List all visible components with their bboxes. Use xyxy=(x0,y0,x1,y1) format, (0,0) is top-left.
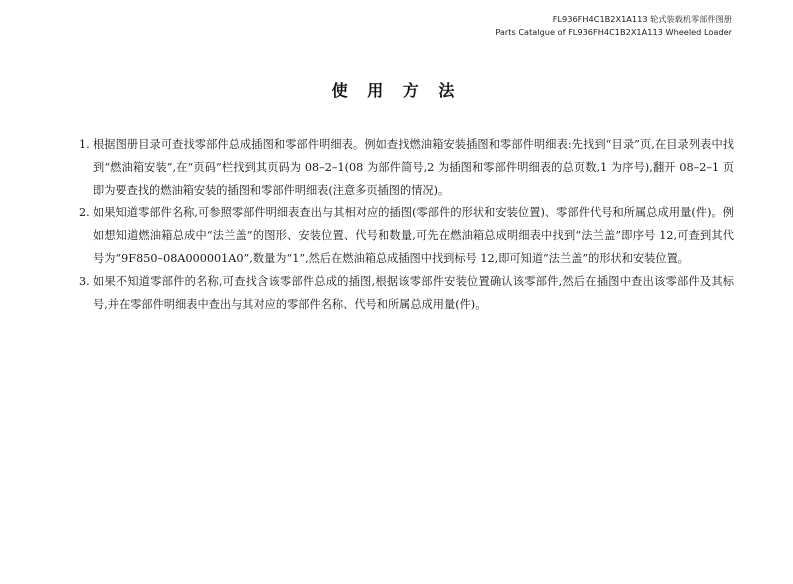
list-item xyxy=(79,271,734,317)
item-number: 3. xyxy=(79,274,90,288)
list-item xyxy=(79,202,734,270)
item-text: 如果知道零部件名称,可参照零部件明细表查出与其相对应的插图(零部件的形状和安装位置)、零部件代号和所属总成用量(件)。例如想知道燃油箱总成中“法兰盖”的图形、安装位置、代号和数量,可先在燃油箱总成明细表中找到“法兰盖”即序号 12,可查到其代号为“9F850–08A000001A0”,数量为“1”,然后在燃油箱总成插图中找到标号 12,即可知道“法兰盖”的形状和安装位置。 xyxy=(93,206,734,265)
item-number: 1. xyxy=(79,138,90,151)
item-text: 如果不知道零部件的名称,可查找含该零部件总成的插图,根据该零部件安装位置确认该零部件,然后在插图中查出该零部件及其标号,并在零部件明细表中查出与其对应的零部件名称、代号和所属总成用量(件)。 xyxy=(93,274,734,311)
list-item xyxy=(79,134,734,202)
instructions-list xyxy=(79,134,734,316)
item-number: 2. xyxy=(79,206,90,220)
item-text: 根据图册目录可查找零部件总成插图和零部件明细表。例如查找燃油箱安装插图和零部件明细表:先找到“目录”页,在目录列表中找到“燃油箱安装”,在“页码”栏找到其页码为 08–2–1(08 为部件简号,2 为插图和零部件明细表的总页数,1 为序号),翻开 08–2–1 页即为要查找的燃油箱安装的插图和零部件明细表(注意多页插图的情况)。 xyxy=(93,138,734,197)
page-header xyxy=(495,13,732,39)
header-line-english: Parts Catalgue of FL936FH4C1B2X1A113 Wheeled Loader xyxy=(495,27,732,37)
page-title: 使 用 方 法 xyxy=(331,81,462,100)
header-line-chinese: FL936FH4C1B2X1A113 轮式装载机零部件图册 xyxy=(552,14,732,24)
